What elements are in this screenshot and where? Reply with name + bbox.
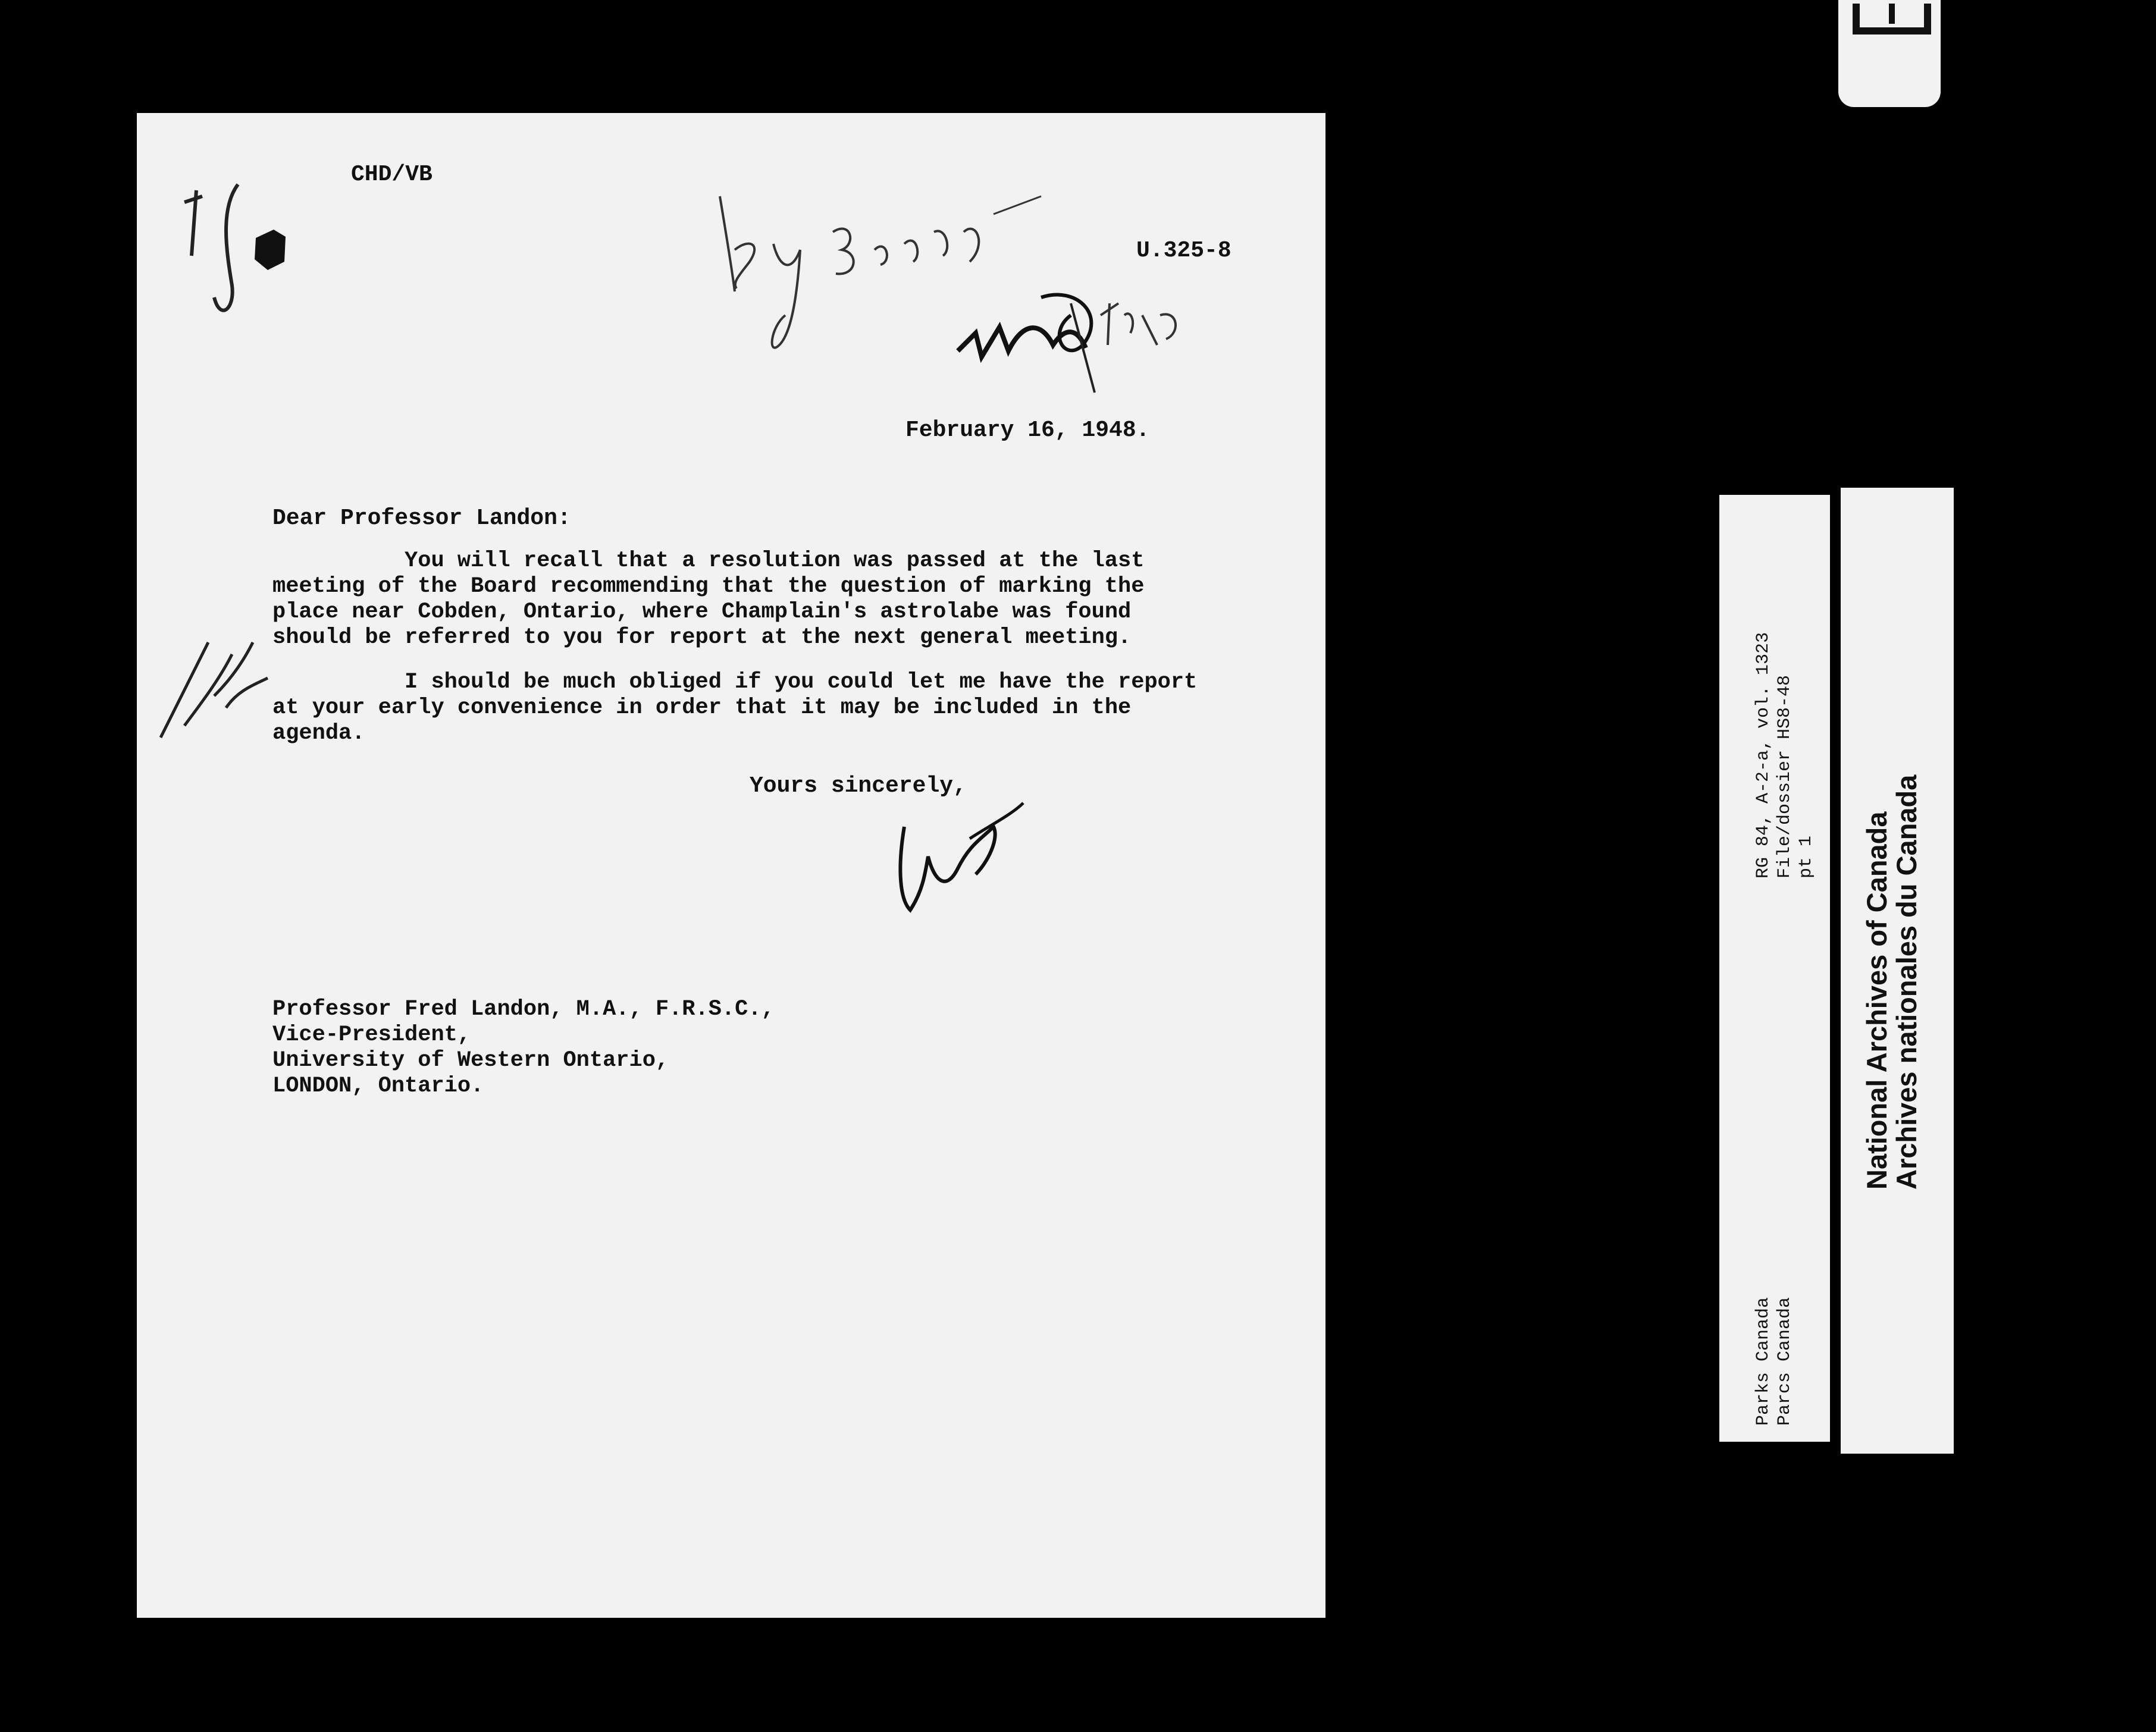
paragraph-2-line: at your early convenience in order that it may be included in the <box>272 695 1132 720</box>
corner-bracket-mark <box>1838 0 1941 107</box>
handwritten-signature <box>886 791 1029 922</box>
letter-date: February 16, 1948. <box>905 418 1150 443</box>
paragraph-2-line: agenda. <box>272 721 365 746</box>
closing: Yours sincerely, <box>750 773 967 799</box>
paragraph-2 <box>272 670 1197 746</box>
archive-stamp-text <box>1862 775 1922 1190</box>
paragraph-1 <box>272 548 1144 651</box>
ink-blot <box>250 226 292 274</box>
handwritten-initials-date <box>952 262 1190 416</box>
paragraph-1-line: place near Cobden, Ontario, where Champlain's astrolabe was found <box>272 600 1132 625</box>
archive-name-english: National Archives of Canada <box>1861 811 1892 1190</box>
recipient-line: Vice-President, <box>272 1022 471 1047</box>
archive-reference-label <box>1719 495 1830 1442</box>
fonds-english: Parks Canada <box>1753 1297 1773 1426</box>
archive-reference-line: pt 1 <box>1796 835 1816 878</box>
recipient-line: Professor Fred Landon, M.A., F.R.S.C., <box>272 997 775 1022</box>
paragraph-1-line: meeting of the Board recommending that the question of marking the <box>272 574 1145 599</box>
archive-reference-line: RG 84, A-2-a, vol. 1323 <box>1753 632 1773 878</box>
recipient-line: LONDON, Ontario. <box>272 1074 484 1099</box>
handwritten-margin-note <box>143 607 274 761</box>
letter-page <box>137 113 1325 1618</box>
file-number: U.325-8 <box>1136 238 1231 263</box>
salutation: Dear Professor Landon: <box>272 506 571 531</box>
archive-name-french: Archives nationales du Canada <box>1891 774 1922 1190</box>
archive-reference-line: File/dossier HS8-48 <box>1775 674 1795 878</box>
fonds-french: Parcs Canada <box>1775 1297 1795 1426</box>
archive-fonds-text <box>1753 1297 1795 1426</box>
paragraph-2-line: I should be much obliged if you could let me have the report <box>405 670 1198 695</box>
recipient-address <box>272 997 775 1099</box>
corner-tab <box>1838 0 1941 107</box>
archive-reference-text <box>1753 632 1817 878</box>
recipient-line: University of Western Ontario, <box>272 1048 669 1073</box>
paragraph-1-line: You will recall that a resolution was passed at the last <box>405 548 1145 573</box>
paragraph-1-line: should be referred to you for report at the next general meeting. <box>272 625 1132 650</box>
archive-stamp-strip <box>1841 488 1954 1454</box>
reference-code: CHD/VB <box>351 162 433 187</box>
